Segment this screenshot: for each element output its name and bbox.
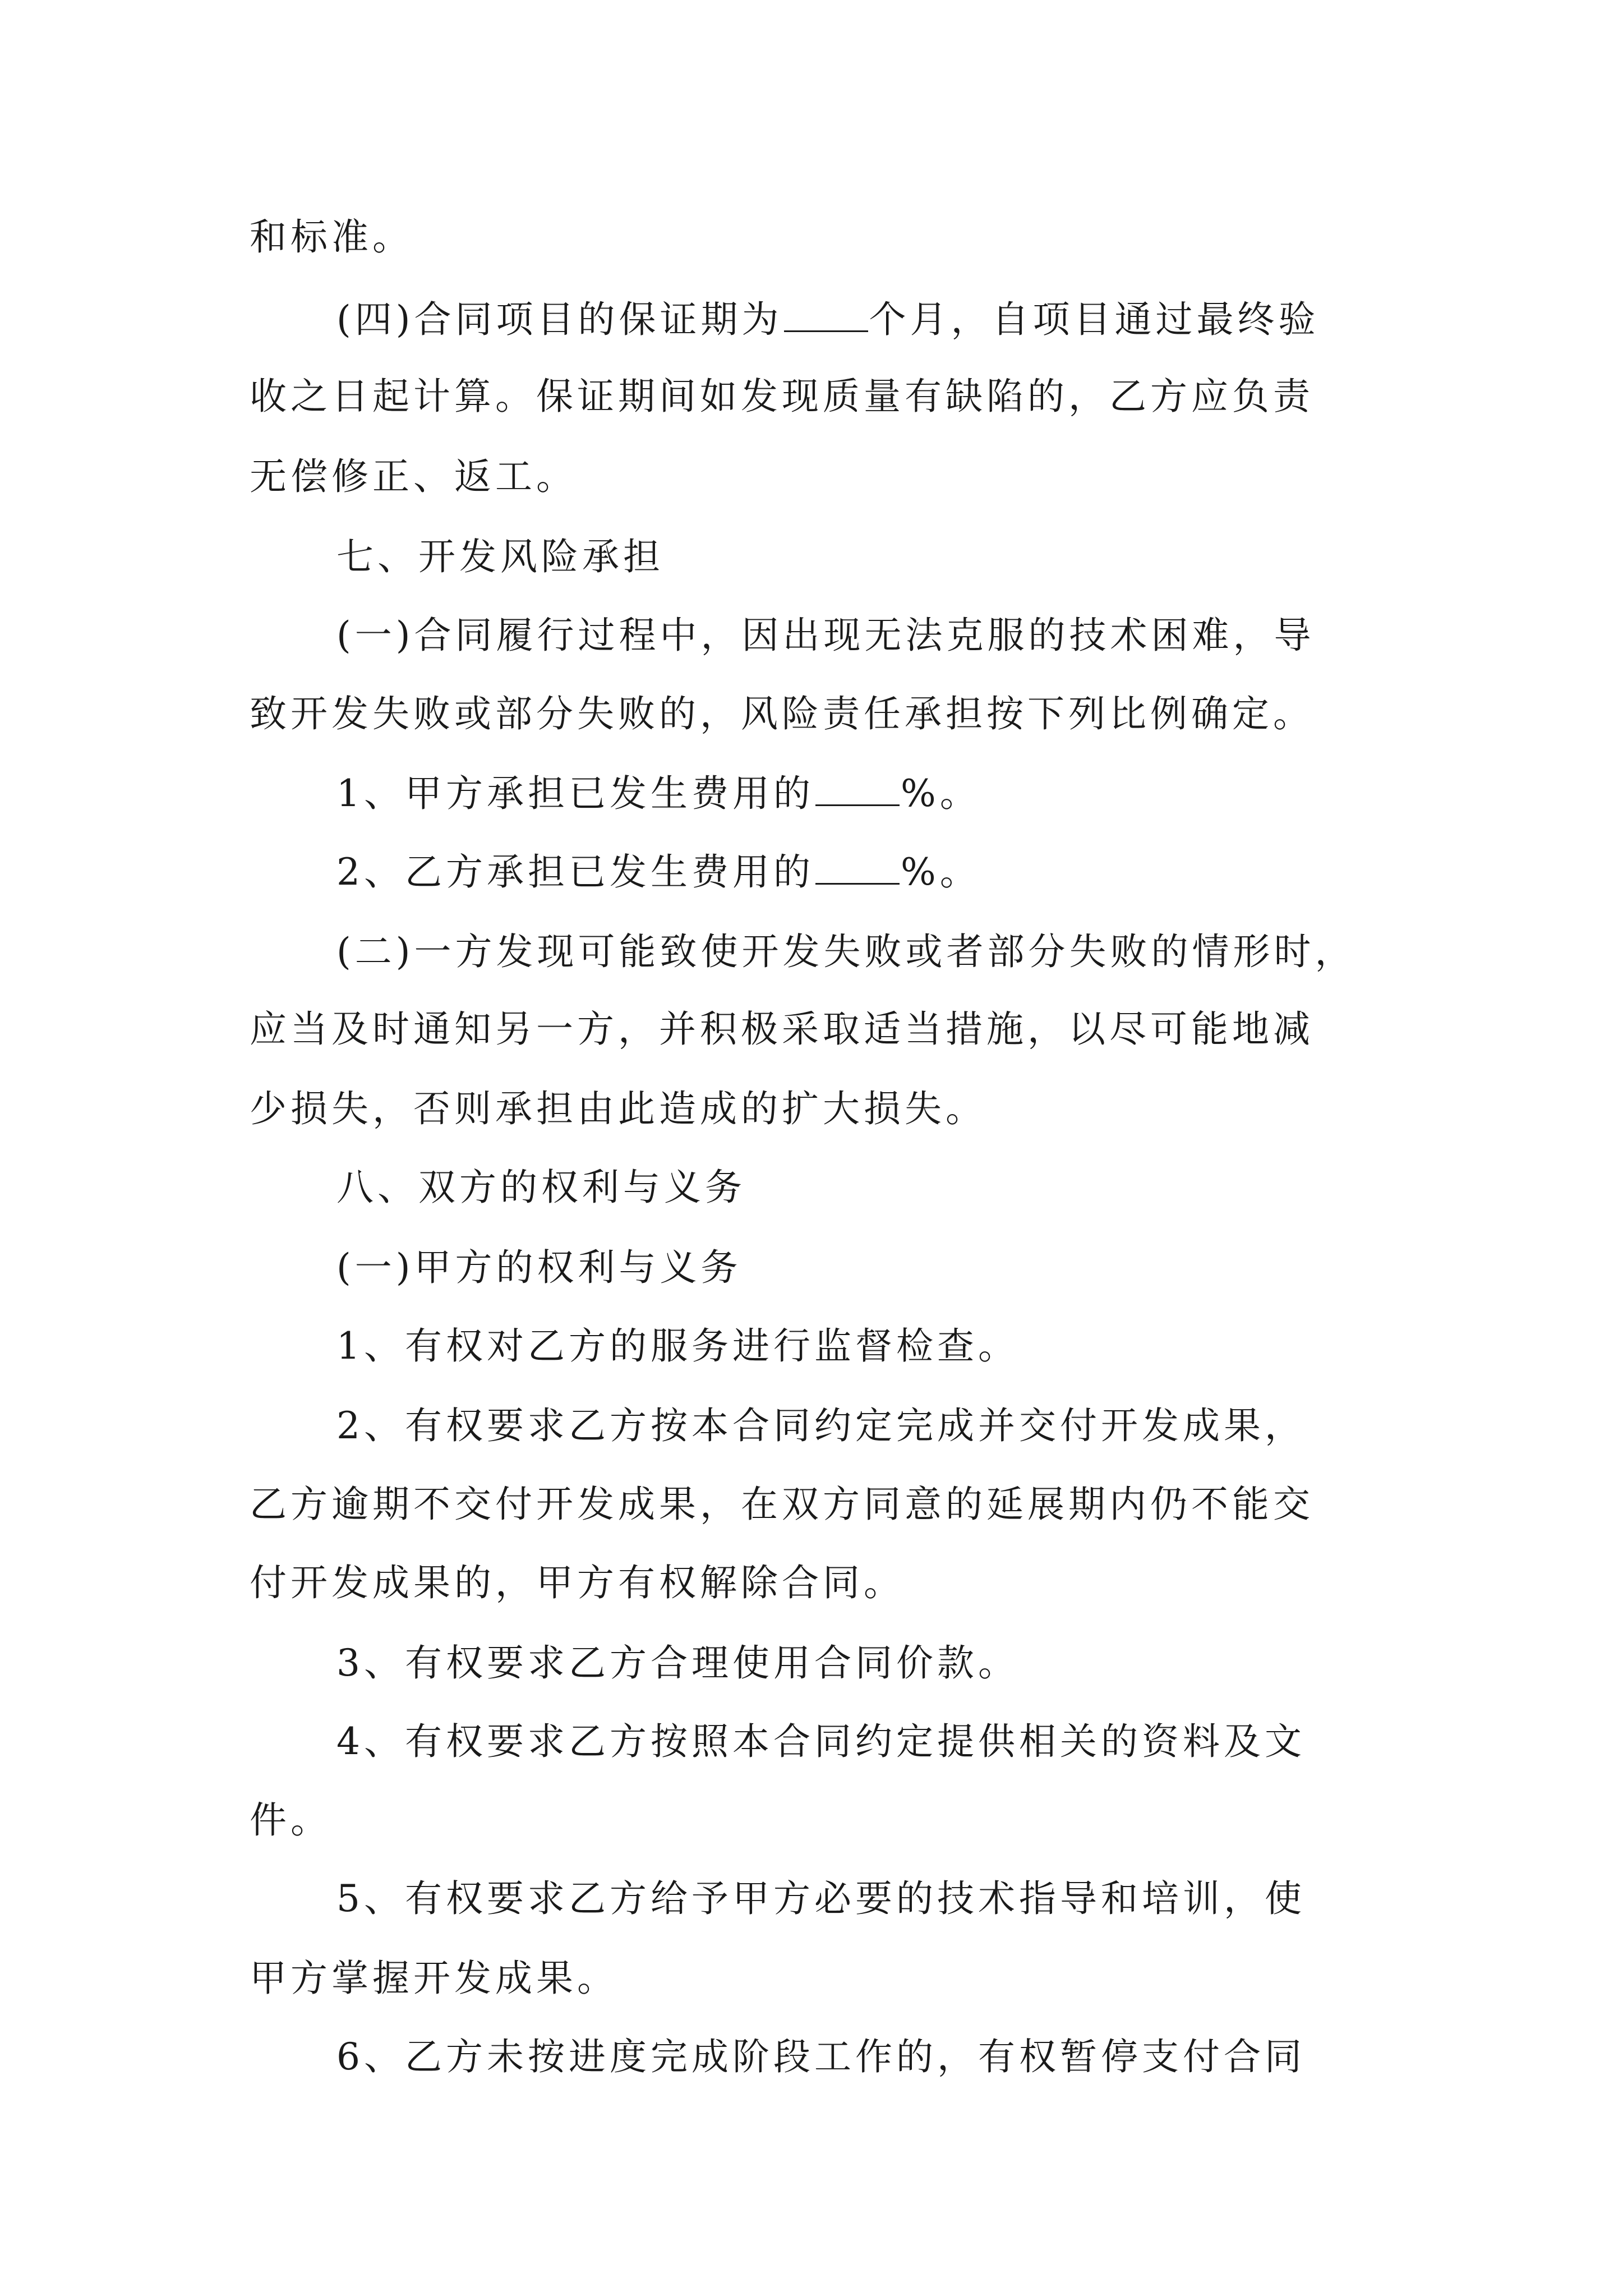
paragraph-line bbox=[336, 769, 981, 819]
fill-in-blank bbox=[815, 771, 900, 806]
paragraph-line bbox=[250, 1795, 331, 1846]
text: 2、有权要求乙方按本合同约定完成并交付开发成果， bbox=[336, 1404, 1306, 1447]
text: 个月，自项目通过最终验 bbox=[869, 298, 1320, 341]
text: 七、开发风险承担 bbox=[336, 535, 664, 578]
section-heading bbox=[336, 532, 664, 582]
text: 应当及时通知另一方，并积极采取适当措施，以尽可能地减 bbox=[250, 1007, 1314, 1051]
paragraph-line bbox=[336, 1874, 1306, 1924]
paragraph-line bbox=[250, 689, 1314, 739]
text: 4、有权要求乙方按照本合同约定提供相关的资料及文 bbox=[336, 1720, 1306, 1763]
paragraph-line bbox=[336, 1638, 1019, 1688]
text: %。 bbox=[901, 850, 981, 894]
paragraph-line bbox=[336, 1401, 1306, 1451]
text: 无偿修正、返工。 bbox=[250, 455, 577, 498]
paragraph-line bbox=[250, 452, 577, 502]
text: 八、双方的权利与义务 bbox=[336, 1166, 746, 1209]
text: 件。 bbox=[250, 1798, 331, 1842]
paragraph-line bbox=[250, 371, 1314, 422]
text: %。 bbox=[901, 772, 981, 815]
text: 3、有权要求乙方合理使用合同价款。 bbox=[336, 1641, 1019, 1685]
fill-in-blank bbox=[815, 849, 900, 885]
text: (二)一方发现可能致使开发失败或者部分失败的情形时， bbox=[336, 930, 1356, 973]
paragraph-line bbox=[336, 1717, 1306, 1767]
text: 致开发失败或部分失败的，风险责任承担按下列比例确定。 bbox=[250, 692, 1314, 735]
text: 2、乙方承担已发生费用的 bbox=[336, 850, 814, 894]
paragraph-line bbox=[336, 2032, 1306, 2082]
text: 5、有权要求乙方给予甲方必要的技术指导和培训，使 bbox=[336, 1877, 1306, 1920]
paragraph-line bbox=[250, 1084, 986, 1134]
paragraph-line bbox=[336, 610, 1315, 661]
paragraph-line bbox=[250, 1479, 1314, 1530]
fill-in-blank bbox=[784, 297, 868, 332]
paragraph-line bbox=[336, 847, 981, 898]
text: (一)甲方的权利与义务 bbox=[336, 1246, 742, 1289]
text: 甲方掌握开发成果。 bbox=[250, 1957, 618, 2000]
text: 收之日起计算。保证期间如发现质量有缺陷的，乙方应负责 bbox=[250, 375, 1314, 418]
subsection-heading bbox=[336, 1243, 742, 1293]
text: 付开发成果的，甲方有权解除合同。 bbox=[250, 1561, 905, 1604]
text: 6、乙方未按进度完成阶段工作的，有权暂停支付合同 bbox=[336, 2035, 1306, 2078]
paragraph-line bbox=[336, 927, 1356, 977]
section-heading bbox=[336, 1162, 746, 1213]
paragraph-line bbox=[250, 1004, 1314, 1055]
text: 1、甲方承担已发生费用的 bbox=[336, 772, 814, 815]
text: 乙方逾期不交付开发成果，在双方同意的延展期内仍不能交 bbox=[250, 1483, 1314, 1526]
text: 1、有权对乙方的服务进行监督检查。 bbox=[336, 1324, 1019, 1368]
text: (一)合同履行过程中，因出现无法克服的技术困难，导 bbox=[336, 614, 1315, 657]
paragraph-line bbox=[250, 212, 413, 263]
text: 少损失，否则承担由此造成的扩大损失。 bbox=[250, 1087, 986, 1130]
text: 和标准。 bbox=[250, 215, 413, 259]
text: (四)合同项目的保证期为 bbox=[336, 298, 783, 341]
paragraph-line bbox=[250, 1558, 905, 1608]
paragraph-line bbox=[250, 1953, 618, 2004]
paragraph-line bbox=[336, 1321, 1019, 1372]
paragraph-line bbox=[336, 295, 1320, 345]
